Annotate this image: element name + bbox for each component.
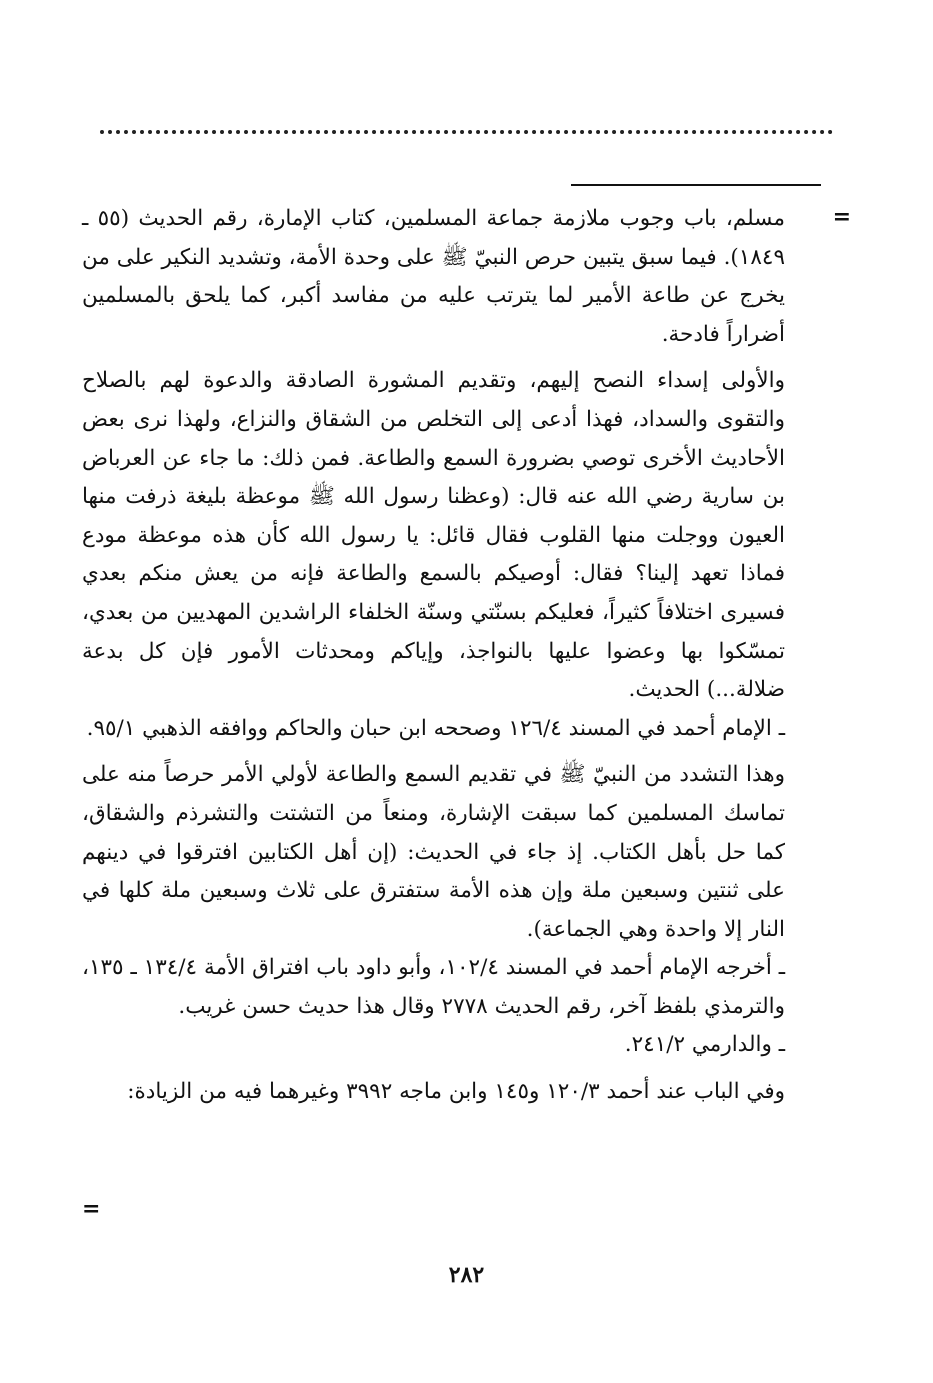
footnote-text [82, 200, 785, 1112]
paragraph-3: وهذا التشدد من النبيّ ﷺ في تقديم السمع والطاعة لأولي الأمر حرصاً منه على تماسك المسلمين كما سبقت الإشارة، ومنعاً من التشتت والتشرذم والشقاق، كما حل بأهل الكتاب. إذ جاء في الحديث: (إن أهل الكتابين افترقوا في دينهم على ثنتين وسبعين ملة وإن هذه الأمة ستفترق على ثلاث وسبعين ملة كلها في النار إلا واحدة وهي الجماعة). [82, 762, 785, 942]
paragraph-4: وفي الباب عند أحمد ١٢٠/٣ و١٤٥ وابن ماجه ٣٩٩٢ وغيرهما فيه من الزيادة: [127, 1079, 785, 1105]
dotted-separator [100, 130, 833, 154]
citation-2: ـ أخرجه الإمام أحمد في المسند ١٠٢/٤، وأبو داود باب افتراق الأمة ١٣٤/٤ ـ ١٣٥، والترمذي بلفظ آخر، رقم الحديث ٢٧٧٨ وقال هذا حديث حسن غريب. [82, 955, 785, 1019]
continuation-mark: = [832, 204, 851, 230]
page-number: ٢٨٢ [448, 1262, 485, 1288]
paragraph-1: مسلم، باب وجوب ملازمة جماعة المسلمين، كتاب الإمارة، رقم الحديث (٥٥ ـ ١٨٤٩). فيما سبق يتبين حرص النبيّ ﷺ على وحدة الأمة، وتشديد النكير على من يخرج عن طاعة الأمير لما يترتب عليه من مفاسد أكبر، كما يلحق بالمسلمين أضراراً فادحة. [82, 206, 785, 347]
continuation-end-mark: = [82, 1196, 101, 1222]
paragraph-2: والأولى إسداء النصح إليهم، وتقديم المشورة الصادقة والدعوة لهم بالصلاح والتقوى والسداد، فهذا أدعى إلى التخلص من الشقاق والنزاع، ولهذا نرى بعض الأحاديث الأخرى توصي بضرورة السمع والطاعة. فمن ذلك: ما جاء عن العرباض بن سارية رضي الله عنه قال: (وعظنا رسول الله ﷺ موعظة بليغة ذرفت منها العيون ووجلت منها القلوب فقال قائل: يا رسول الله كأن هذه موعظة مودع فماذا تعهد إلينا؟ فقال: أوصيكم بالسمع والطاعة فإنه من يعش منكم بعدي فسيرى اختلافاً كثيراً، فعليكم بسنّتي وسنّة الخلفاء الراشدين المهديين من بعدي، تمسّكوا بها وعضوا عليها بالنواجذ، وإياكم ومحدثات الأمور فإن كل بدعة ضلالة...) الحديث. [82, 368, 785, 703]
citation-1: ـ الإمام أحمد في المسند ١٢٦/٤ وصححه ابن حبان والحاكم ووافقه الذهبي ٩٥/١. [86, 715, 785, 741]
citation-3: ـ والدارمي ٢٤١/٢. [624, 1032, 785, 1058]
footnote-rule [571, 184, 821, 186]
